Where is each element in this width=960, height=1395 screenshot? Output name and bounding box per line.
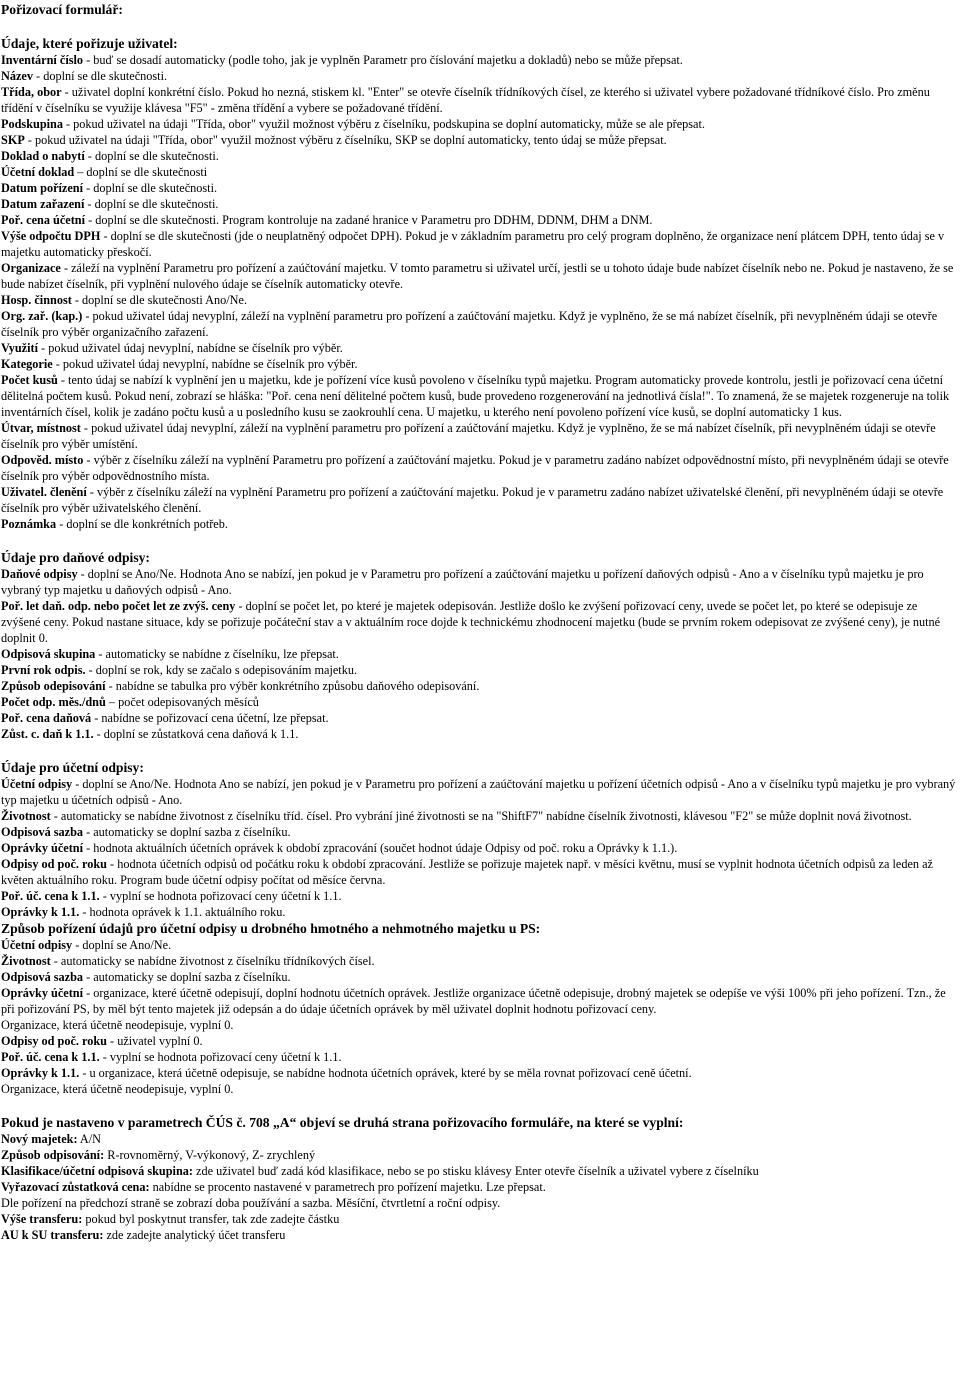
field-text: - hodnota oprávek k 1.1. aktuálního roku. (79, 905, 286, 919)
document-title: Pořizovací formulář: (1, 2, 123, 17)
field-description (1, 808, 959, 824)
field-text: - automaticky se doplní sazba z číselníku. (83, 825, 291, 839)
field-description (1, 646, 959, 662)
field-description (1, 824, 959, 840)
field-text: - pokud uživatel na údaji "Třída, obor" využil možnost výběru z číselníku, SKP se doplní automaticky, tento údaj se může přepsat. (24, 133, 667, 147)
field-term: Poř. cena účetní (1, 213, 86, 227)
field-text: - pokud uživatel údaj nevyplní, záleží na vyplnění parametru pro pořízení a zaúčtování majetku. Když je vyplněno, že se má nabízet číselník, při nevyplněném údaji se otevře číselník pro výběr umístění. (1, 421, 936, 451)
field-description (1, 180, 959, 196)
field-description (1, 228, 959, 260)
field-text: - doplní se rok, kdy se začalo s odepisováním majetku. (85, 663, 358, 677)
field-term: Výše transferu: (1, 1212, 83, 1226)
field-text: - automaticky se nabídne z číselníku, lze přepsat. (95, 647, 339, 661)
field-text: - doplní se Ano/Ne. Hodnota Ano se nabízí, jen pokud je v Parametru pro pořízení a zaúčtování majetku u pořízení účetních odpisů - Ano a v číselníku typů majetku je pro vybraný typ majetku u účetních odpisů - Ano. (1, 777, 956, 807)
field-text: - záleží na vyplnění Parametru pro pořízení a zaúčtování majetku. V tomto parametru si uživatel určí, jestli se u tohoto údaje bude nabízet číselník nebo ne. Pokud je nastaveno, že se bude nabízet číselník, při vyplnění nulového údaje se číselník automaticky otevře. (1, 261, 954, 291)
field-text: - nabídne se pořizovací cena účetní, lze přepsat. (91, 711, 329, 725)
field-term: Datum zařazení (1, 197, 85, 211)
section-heading: Údaje pro účetní odpisy: (1, 760, 144, 775)
field-text: - doplní se Ano/Ne. (72, 938, 172, 952)
field-text: Organizace, která účetně neodepisuje, vyplní 0. (1, 1082, 234, 1096)
field-text: zde uživatel buď zadá kód klasifikace, nebo se po stisku klávesy Enter otevře číselník a uživatel vybere z číselníku (192, 1164, 759, 1178)
field-term: Odpisy od poč. roku (1, 857, 107, 871)
field-term: Účetní odpisy (1, 938, 73, 952)
field-description (1, 308, 959, 340)
field-description (1, 598, 959, 646)
field-term: Kategorie (1, 357, 53, 371)
field-text: - pokud uživatel údaj nevyplní, nabídne se číselník pro výběr. (52, 357, 358, 371)
field-term: Oprávky k 1.1. (1, 905, 80, 919)
field-text: - doplní se počet let, po které je majetek odepisován. Jestliže došlo ke zvýšení pořizovací ceny, uvede se počet let, po které se odepisuje ze zvýšené ceny. Pokud nastane situace, kdy se pořizuje počáteční stav a v aktuálním roce dojde k technickému zhodnocení majetku (bude se prvním rokem odepisovat ze zvýšené ceny), je nutné doplnit 0. (1, 599, 941, 645)
field-text: Dle pořízení na předchozí straně se zobrazí doba používání a sazba. Měsíční, čtvrtletní a roční odpisy. (1, 1196, 501, 1210)
field-description (1, 452, 959, 484)
field-term: Poř. úč. cena k 1.1. (1, 1050, 100, 1064)
section-spacer (1, 1097, 959, 1114)
field-term: Způsob odpisování: (1, 1148, 105, 1162)
field-term: Oprávky účetní (1, 986, 84, 1000)
field-text: - vyplní se hodnota pořizovací ceny účetní k 1.1. (99, 889, 342, 903)
field-term: Doklad o nabytí (1, 149, 85, 163)
field-description (1, 516, 959, 532)
field-text: - doplní se dle konkrétních potřeb. (56, 517, 228, 531)
field-description (1, 694, 959, 710)
field-description (1, 726, 959, 742)
field-term: Klasifikace/účetní odpisová skupina: (1, 1164, 193, 1178)
field-text: – počet odepisovaných měsíců (105, 695, 259, 709)
field-text: - hodnota aktuálních účetních oprávek k období zpracování (součet hodnot údaje Odpisy od poč. roku a Oprávky k 1.1.). (83, 841, 678, 855)
field-description (1, 888, 959, 904)
field-description (1, 84, 959, 116)
field-text: - tento údaj se nabízí k vyplnění jen u majetku, kde je pořízení více kusů povoleno v číselníku typů majetku. Program automaticky provede kontrolu, jestli je pořizovací cena účetní dělitelná počtem kusů. Pokud není, zobrazí se hláška: "Poř. cena není dělitelné počtem kusů, bude provedeno rozgenerování na jednotlivá čísla!". To znamená, že se majetek rozgeneruje na tolik inventárních čísel, kolik je zadáno počtu kusů a u posledního kusu se zaokrouhlí cena. U majetku, u kterého není povoleno pořízení více kusů, se doplní automaticky 1 kus. (1, 373, 950, 419)
field-text: - hodnota účetních odpisů od počátku roku k období zpracování. Jestliže se pořizuje majetek např. v měsíci květnu, musí se vyplnit hodnota účetních odpisů za leden až květen aktuálního roku. Program bude účetní odpisy počítat od měsíce června. (1, 857, 933, 887)
field-description (1, 904, 959, 920)
field-text: - pokud uživatel údaj nevyplní, záleží na vyplnění parametru pro pořízení a zaúčtování majetku. Když je vyplněno, že se má nabízet číselník, při nevyplněném údaji se otevře číselník pro výběr organizačního zařazení. (1, 309, 938, 339)
field-text: - doplní se dle skutečnosti (jde o neuplatněný odpočet DPH). Pokud je v základním parametru pro celý program doplněno, že organizace není plátcem DPH, tento údaj se v majetku automaticky přeskočí. (1, 229, 945, 259)
field-text: – doplní se dle skutečnosti (74, 165, 208, 179)
field-description (1, 1017, 959, 1033)
field-description (1, 678, 959, 694)
field-term: Oprávky účetní (1, 841, 84, 855)
section-heading: Údaje pro daňové odpisy: (1, 550, 150, 565)
field-description (1, 1211, 959, 1227)
field-term: Životnost (1, 809, 51, 823)
field-text: - automaticky se nabídne životnost z číselníku třídníkových čísel. (50, 954, 375, 968)
field-term: Organizace (1, 261, 61, 275)
field-description (1, 1081, 959, 1097)
field-description (1, 710, 959, 726)
field-term: Počet kusů (1, 373, 58, 387)
field-text: - výběr z číselníku záleží na vyplnění Parametru pro pořízení a zaúčtování majetku. Pokud je v parametru zadáno nabízet uživatelské členění, při nevyplněném údaji se otevře číselník pro výběr uživatelského členění. (1, 485, 944, 515)
section-spacer (1, 532, 959, 549)
field-text: Organizace, která účetně neodepisuje, vyplní 0. (1, 1018, 234, 1032)
field-text: - doplní se Ano/Ne. Hodnota Ano se nabízí, jen pokud je v Parametru pro pořízení a zaúčtování majetku u pořízení daňových odpisů - Ano a v číselníku typů majetku je pro vybraný typ majetku u daňových odpisů - Ano. (1, 567, 924, 597)
section-heading: Údaje, které pořizuje uživatel: (1, 36, 178, 51)
field-text: - uživatel doplní konkrétní číslo. Pokud ho nezná, stiskem kl. "Enter" se otevře číselník třídníkových čísel, ze kterého si uživatel vybere požadované třídníkové číslo. Pro změnu třídění v číselníku se využije klávesa "F5" - změna třídění a vybere se požadované třídění. (1, 85, 930, 115)
field-description (1, 340, 959, 356)
field-term: Oprávky k 1.1. (1, 1066, 80, 1080)
field-text: - uživatel vyplní 0. (106, 1034, 203, 1048)
field-description (1, 1163, 959, 1179)
section-spacer (1, 742, 959, 759)
field-description (1, 484, 959, 516)
field-term: Odpisy od poč. roku (1, 1034, 107, 1048)
field-text: - organizace, které účetně odepisují, doplní hodnotu účetních oprávek. Jestliže organizace účetně odepisuje, drobný majetek se odepíše ve výši 100% při jeho pořízení. Tzn., že při pořizování PS, by měl být tento majetek již odepsán a do údaje účetních oprávek by měl uživatel doplnit hodnotu pořizovací ceny. (1, 986, 946, 1016)
field-text: - buď se dosadí automaticky (podle toho, jak je vyplněn Parametr pro číslování majetku a dokladů) nebo se může přepsat. (83, 53, 683, 67)
field-description (1, 260, 959, 292)
field-text: R-rovnoměrný, V-výkonový, Z- zrychlený (104, 1148, 316, 1162)
field-description (1, 776, 959, 808)
field-description (1, 1065, 959, 1081)
field-description (1, 566, 959, 598)
field-text: - doplní se dle skutečnosti. Program kontroluje na zadané hranice v Parametru pro DDHM, DDNM, DHM a DNM. (85, 213, 653, 227)
field-term: Účetní odpisy (1, 777, 73, 791)
field-term: Hosp. činnost (1, 293, 72, 307)
field-text: zde zadejte analytický účet transferu (103, 1228, 286, 1242)
field-description (1, 1033, 959, 1049)
field-term: AU k SU transferu: (1, 1228, 104, 1242)
field-description (1, 1147, 959, 1163)
field-term: Třída, obor (1, 85, 62, 99)
field-text: - doplní se dle skutečnosti. (84, 149, 219, 163)
field-text: - doplní se dle skutečnosti Ano/Ne. (71, 293, 248, 307)
field-term: Odpisová sazba (1, 970, 84, 984)
field-text: - doplní se dle skutečnosti. (32, 69, 168, 83)
document (0, 1, 960, 1243)
field-term: Odpisová sazba (1, 825, 84, 839)
field-text: - nabídne se tabulka pro výběr konkrétního způsobu daňového odepisování. (105, 679, 480, 693)
field-description (1, 985, 959, 1017)
field-text: nabídne se procento nastavené v parametrech pro pořízení majetku. Lze přepsat. (149, 1180, 546, 1194)
field-description (1, 132, 959, 148)
spacer (1, 18, 959, 35)
field-term: Životnost (1, 954, 51, 968)
field-text: - doplní se dle skutečnosti. (83, 181, 218, 195)
field-description (1, 372, 959, 420)
field-description (1, 420, 959, 452)
field-text: - automaticky se doplní sazba z číselníku. (83, 970, 291, 984)
field-term: Daňové odpisy (1, 567, 78, 581)
field-term: Způsob odepisování (1, 679, 106, 693)
field-term: Odpověd. místo (1, 453, 84, 467)
field-term: Vyřazovací zůstatková cena: (1, 1180, 150, 1194)
field-term: Počet odp. měs./dnů (1, 695, 106, 709)
field-description (1, 116, 959, 132)
field-term: Účetní doklad (1, 165, 75, 179)
section-heading: Způsob pořízení údajů pro účetní odpisy u drobného hmotného a nehmotného majetku u PS: (1, 921, 541, 936)
field-text: - doplní se dle skutečnosti. (84, 197, 219, 211)
field-term: Výše odpočtu DPH (1, 229, 101, 243)
field-text: - automaticky se nabídne životnost z číselníku tříd. čísel. Pro vybrání jiné životnosti se na "ShiftF7" nabídne číselník životnosti, klávesou "F2" se může doplnit nová životnost. (50, 809, 912, 823)
field-text: pokud byl poskytnut transfer, tak zde zadejte částku (82, 1212, 340, 1226)
field-term: Podskupina (1, 117, 63, 131)
field-term: První rok odpis. (1, 663, 86, 677)
field-description (1, 212, 959, 228)
field-term: Poznámka (1, 517, 57, 531)
field-term: Odpisová skupina (1, 647, 96, 661)
field-term: Datum pořízení (1, 181, 83, 195)
field-description (1, 356, 959, 372)
field-description (1, 1179, 959, 1195)
field-term: Nový majetek: (1, 1132, 78, 1146)
field-term: SKP (1, 133, 25, 147)
field-description (1, 1049, 959, 1065)
field-description (1, 164, 959, 180)
field-text: - pokud uživatel na údaji "Třída, obor" využil možnost výběru z číselníku, podskupina se doplní automaticky, může se ale přepsat. (62, 117, 705, 131)
field-text: - doplní se zůstatková cena daňová k 1.1. (93, 727, 299, 741)
field-description (1, 856, 959, 888)
field-description (1, 148, 959, 164)
field-description (1, 1131, 959, 1147)
field-term: Využití (1, 341, 38, 355)
field-description (1, 969, 959, 985)
field-description (1, 68, 959, 84)
field-description (1, 662, 959, 678)
field-text: - u organizace, která účetně odepisuje, se nabídne hodnota účetních oprávek, které by se měla rovnat pořizovací ceně účetní. (79, 1066, 692, 1080)
field-description (1, 937, 959, 953)
document-body (1, 35, 959, 1243)
field-description (1, 292, 959, 308)
field-term: Uživatel. členění (1, 485, 87, 499)
field-term: Poř. cena daňová (1, 711, 92, 725)
field-term: Org. zař. (kap.) (1, 309, 83, 323)
field-description (1, 1227, 959, 1243)
field-text: - vyplní se hodnota pořizovací ceny účetní k 1.1. (99, 1050, 342, 1064)
field-description (1, 953, 959, 969)
field-description (1, 1195, 959, 1211)
section-heading: Pokud je nastaveno v parametrech ČÚS č. 708 „A“ objeví se druhá strana pořizovacího formuláře, na které se vyplní: (1, 1115, 684, 1130)
field-text: - výběr z číselníku záleží na vyplnění Parametru pro pořízení a zaúčtování majetku. Pokud je v parametru zadáno nabízet odpovědnostní místo, při nevyplněném údaji se otevře číselník pro výběr odpovědnostního místa. (1, 453, 949, 483)
field-term: Název (1, 69, 33, 83)
field-text: - pokud uživatel údaj nevyplní, nabídne se číselník pro výběr. (37, 341, 343, 355)
field-text: A/N (77, 1132, 102, 1146)
field-description (1, 840, 959, 856)
field-term: Zůst. c. daň k 1.1. (1, 727, 94, 741)
field-term: Útvar, místnost (1, 421, 81, 435)
field-term: Poř. úč. cena k 1.1. (1, 889, 100, 903)
field-description (1, 52, 959, 68)
field-term: Poř. let daň. odp. nebo počet let ze zvýš. ceny (1, 599, 236, 613)
field-description (1, 196, 959, 212)
field-term: Inventární číslo (1, 53, 84, 67)
